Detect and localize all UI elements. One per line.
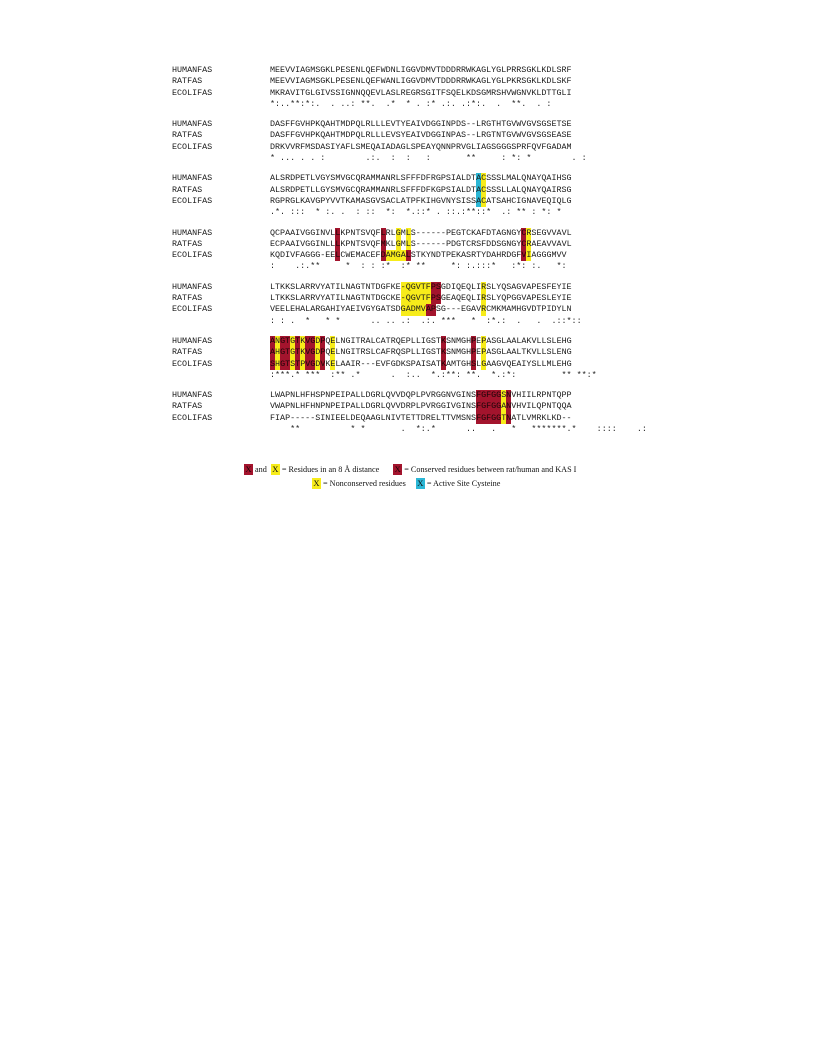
residue-highlight: D [315,335,321,346]
sequence-name: RATFAS [172,130,203,141]
residue-run: VHIILRPNTQPP [511,390,572,401]
residue-highlight: R [481,304,487,315]
sequence-name: RATFAS [172,347,203,358]
legend-8a-text: = Residues in an 8 Å distance [281,464,380,474]
residue-run: LAAIR---EVFGDKSPAISAT [335,358,441,369]
alignment-block [172,119,642,164]
consensus-row [172,261,642,272]
residue-highlight: H [275,358,281,369]
alignment-row [172,88,642,99]
residue-highlight: R [526,227,532,238]
residue-highlight: S [270,358,276,369]
residue-highlight: P [471,347,477,358]
residue-highlight: R [481,293,487,304]
residue-highlight: FGFGG [476,401,502,412]
residue-run: KQDIVFAGGG-EE [270,250,336,261]
residue-highlight: C [481,173,487,184]
legend-line-1 [244,462,664,476]
residue-run: SNMGH [445,347,472,358]
residue-highlight: P [481,347,487,358]
residue-highlight: K [300,347,306,358]
sequence-name: HUMANFAS [172,119,213,130]
alignment-row [172,304,642,315]
residue-run: S------PEGTCKAFDTAGNGY [410,227,522,238]
residue-run: KL [385,238,396,249]
alignment-row [172,142,642,153]
legend-yellow-swatch: X [272,463,279,474]
residue-highlight: S [501,390,507,401]
residue-highlight: C [481,184,487,195]
residue-run: DRKVVRFMSDASIYAFLSMEQAIADAGLSPEAYQNNPRVGLIAGSGGGSPRFQVFGADAM [270,141,572,152]
residue-highlight: A [476,184,482,195]
residue-run: CMKMAMHGVDTPIDYLN [486,304,572,315]
residue-highlight: L [405,227,411,238]
residue-run: CWEMACEF [340,250,381,261]
residue-highlight: P [471,335,477,346]
alignment-row [172,185,642,196]
consensus-symbols: * ... . . : .:. : : : ** : *: * . : [270,153,587,164]
residue-highlight: C [481,195,487,206]
residue-highlight: E [330,347,336,358]
residue-highlight: G [290,347,296,358]
residue-run: QCPAAIVGGINVL [270,227,336,238]
alignment-row [172,228,642,239]
residue-run: SLYQSAGVAPESFEYIE [486,281,572,292]
residue-run: MEEVVIAGMSGKLPESENLQEFWANLIGGVDMVTDDDRRWKAGLYGLPKRSGKLKDLSKF [270,76,572,87]
residue-highlight: N [506,412,512,423]
residue-highlight: A [270,347,276,358]
residue-run: LNGITRSLCAFRQSPLLIGST [335,347,441,358]
residue-highlight: K [440,358,446,369]
sequence-residues [270,304,572,315]
residue-run: K [325,358,331,369]
alignment-row [172,282,642,293]
sequence-residues [270,173,572,184]
residue-highlight: -QGVTF [400,293,431,304]
residue-run: ATSAHCIGNAVEQIQLG [486,195,572,206]
residue-highlight: L [335,227,341,238]
sequence-residues [270,390,572,401]
residue-highlight: S [471,358,477,369]
alignment-row [172,119,642,130]
sequence-residues [270,336,572,347]
alignment-row [172,130,642,141]
sequence-residues [270,401,572,412]
residue-highlight: V [320,358,326,369]
legend [244,462,664,490]
residue-highlight: GT [280,335,291,346]
consensus-symbols: *:..**:*:. . ..: **. .* * . :* .:. .:*:. . **. . : [270,98,552,109]
sequence-name: ECOLIFAS [172,358,213,369]
alignment-row [172,401,642,412]
sequence-residues [270,65,572,76]
residue-run: SG---EGAV [435,304,482,315]
residue-run: KPNTSVQF [340,238,381,249]
residue-run: VHVILQPNTQQA [511,401,572,412]
sequence-name: HUMANFAS [172,335,213,346]
alignment-row [172,390,642,401]
residue-run: SSSLLALQNAYQAIRSG [486,184,572,195]
consensus-symbols: ** * * . *:.* .. . * *******.* :::: .: [270,424,647,435]
residue-highlight: G [481,358,487,369]
sequence-residues [270,119,572,130]
consensus-row [172,99,642,110]
sequence-name: RATFAS [172,184,203,195]
residue-run: VWAPNLHFHNPNPEIPALLDGRLQVVDRPLPVRGGIVGINS [270,401,477,412]
residue-run: ALSRDPETLLGYSMVGCQRAMMANRLSFFFDFKGPSIALDT [270,184,477,195]
sequence-residues [270,88,572,99]
residue-highlight: P [320,335,326,346]
residue-run: L [476,358,482,369]
consensus-row [172,207,642,218]
consensus-symbols: : : . * * * .. .. .: .:. *** * :*.: . . .::*:: [270,315,582,326]
residue-highlight: C [521,238,527,249]
residue-highlight: VG [305,335,316,346]
residue-run: LNGITRALCATRQEPLLIGST [335,335,441,346]
residue-highlight: A [270,335,276,346]
residue-highlight: P [320,347,326,358]
residue-highlight: D [315,358,321,369]
alignment-block [172,336,642,381]
alignment-row [172,250,642,261]
residue-highlight: S [290,358,296,369]
residue-run: GDIQEQLI [440,281,482,292]
sequence-residues [270,239,572,250]
sequence-name: HUMANFAS [172,281,213,292]
sequence-residues [270,413,572,424]
residue-highlight: D [380,250,386,261]
residue-highlight: L [380,227,386,238]
legend-nonconserved-swatch: X [313,477,320,488]
legend-red-swatch: X [245,463,252,474]
sequence-residues [270,130,572,141]
residue-highlight: AP [425,304,436,315]
sequence-name: HUMANFAS [172,227,213,238]
residue-highlight: R [526,238,532,249]
residue-run: SNMGH [445,335,472,346]
consensus-row [172,153,642,164]
sequence-residues [270,359,572,370]
sequence-name: RATFAS [172,238,203,249]
residue-highlight: G [395,238,401,249]
sequence-name: ECOLIFAS [172,141,213,152]
sequence-name: RATFAS [172,401,203,412]
sequence-residues [270,293,572,304]
sequence-name: ECOLIFAS [172,87,213,98]
residue-highlight: R [481,281,487,292]
residue-run: MKRAVITGLGIVSSIGNNQQEVLASLREGRSGITFSQELKDSGMRSHVWGNVKLDTTGLI [270,87,572,98]
residue-highlight: A [501,401,507,412]
residue-highlight: VG [305,358,316,369]
alignment-row [172,173,642,184]
residue-run: AEAVVAVL [531,238,572,249]
residue-run: E [476,347,482,358]
legend-nonconserved-text: = Nonconserved residues [323,478,406,488]
sequence-residues [270,228,572,239]
residue-highlight: PS [430,281,441,292]
residue-highlight: D [315,347,321,358]
residue-highlight: G [290,335,296,346]
residue-run: AMTGH [445,358,472,369]
sequence-name: HUMANFAS [172,65,213,75]
sequence-name: ECOLIFAS [172,195,213,206]
residue-highlight: AMGA [385,250,406,261]
residue-run: Q [325,335,331,346]
residue-run: SLYQPGGVAPESLEYIE [486,293,572,304]
residue-run: SEGVVAVL [531,227,572,238]
residue-highlight: T [295,358,301,369]
residue-highlight: L [405,250,411,261]
residue-run: AGGGMVV [531,250,567,261]
consensus-row [172,424,647,435]
alignment-row [172,293,642,304]
residue-highlight: G [395,227,401,238]
alignment-row [172,65,642,76]
sequence-name: HUMANFAS [172,390,213,401]
sequence-residues [270,282,572,293]
residue-highlight: V [521,250,527,261]
alignment-row [172,359,642,370]
residue-run: GEAQEQLI [440,293,482,304]
consensus-symbols: :***.* *** :** .* . :.. *.:**: **. *.:*: ** **:* [270,369,597,380]
residue-run: ASGLAALTKVLLSLENG [486,347,572,358]
residue-highlight: T [295,347,301,358]
alignment-row [172,413,642,424]
residue-highlight: A [476,195,482,206]
residue-run: DASFFGVHPKQAHTMDPQLRLLLEVSYEAIVDGGINPAS--LRGTNTGVWVGVSGSEASE [270,130,572,141]
residue-highlight: T [501,412,507,423]
residue-run: Q [325,347,331,358]
sequence-name: ECOLIFAS [172,250,213,261]
residue-highlight: GADMV [400,304,426,315]
residue-highlight: K [440,347,446,358]
legend-and: and [255,464,267,474]
residue-highlight: GT [280,347,291,358]
residue-run: STKYNDTPEKASRTYDAHRDGF [410,250,522,261]
residue-highlight: M [380,238,386,249]
alignment-row [172,196,642,207]
legend-conserved-swatch: X [394,463,401,474]
residue-highlight: E [330,335,336,346]
sequence-residues [270,142,572,153]
sequence-residues [270,76,572,87]
alignment-row [172,336,642,347]
alignment-row [172,76,642,87]
residue-run: ALSRDPETLVGYSMVGCQRAMMANRLSFFFDFRGPSIALDT [270,173,477,184]
sequence-residues [270,347,572,358]
sequence-residues [270,185,572,196]
residue-highlight: L [405,238,411,249]
residue-run: MEEVVIAGMSGKLPESENLQEFWDNLIGGVDMVTDDDRRWKAGLYGLPRRSGKLKDLSRF [270,65,572,75]
sequence-name: RATFAS [172,293,203,304]
alignment-block [172,282,642,327]
residue-highlight: N [506,401,512,412]
residue-run: LTKKSLARRVYATILNAGTNTDGCKE [270,293,401,304]
sequence-residues [270,196,572,207]
residue-run: ECPAAIVGGINLL [270,238,336,249]
residue-highlight: N [506,390,512,401]
residue-run: RGPRGLKAVGPYVVTKAMASGVSACLATPFKIHGVNYSISS [270,195,477,206]
residue-highlight: K [300,335,306,346]
legend-active-site-swatch: X [417,477,424,488]
residue-highlight: -QGVTF [400,281,431,292]
residue-run: KPNTSVQF [340,227,381,238]
residue-run: AAGVQEAIYSLLMLEHG [486,358,572,369]
residue-run: E [476,335,482,346]
residue-highlight: GT [280,358,291,369]
residue-highlight: N [275,335,281,346]
residue-highlight: P [300,358,306,369]
alignment-block [172,228,642,273]
consensus-symbols: .*. ::: * :. . : :: *: *.::* . ::.:**::* .: ** : *: * [270,207,562,218]
residue-run: ATLVMRKLKD-- [511,412,572,423]
residue-highlight: L [335,250,341,261]
alignment-block [172,390,647,435]
residue-highlight: T [295,335,301,346]
sequence-residues [270,250,567,261]
residue-highlight: P [481,335,487,346]
alignment-block [172,65,642,110]
sequence-name: ECOLIFAS [172,304,213,315]
consensus-row [172,316,642,327]
residue-run: M [400,238,406,249]
residue-highlight: H [275,347,281,358]
residue-run: S------PDGTCRSFDDSGNGY [410,238,522,249]
residue-highlight: FGFGG [476,390,502,401]
residue-run: DASFFGVHPKQAHTMDPQLRLLLEVTYEAIVDGGINPDS--LRGTHTGVWVGVSGSETSE [270,119,572,130]
sequence-name: ECOLIFAS [172,412,213,423]
residue-run: LTKKSLARRVYATILNAGTNTDGFKE [270,281,401,292]
sequence-alignment [172,65,647,444]
residue-highlight: L [335,238,341,249]
residue-run: M [400,227,406,238]
sequence-name: RATFAS [172,76,203,87]
residue-run: VEELEHALARGAHIYAEIVGYGATSD [270,304,401,315]
alignment-row [172,239,642,250]
residue-run: RL [385,227,396,238]
residue-run: ASGLAALAKVLLSLEHG [486,335,572,346]
sequence-name: HUMANFAS [172,173,213,184]
residue-highlight: C [521,227,527,238]
alignment-row [172,347,642,358]
residue-run: FIAP-----SINIEELDEQAAGLNIVTETTDRELTTVMSNS [270,412,477,423]
residue-highlight: VG [305,347,316,358]
residue-run: SSSLMALQNAYQAIHSG [486,173,572,184]
alignment-block [172,173,642,218]
legend-active-site-text: = Active Site Cysteine [426,478,501,488]
consensus-symbols: : .:.** * : : :* :* ** *: :.:::* :*: :. *: [270,261,567,272]
residue-run: LWAPNLHFHSPNPEIPALLDGRLQVVDQPLPVRGGNVGINS [270,390,477,401]
consensus-row [172,370,642,381]
legend-conserved-text: = Conserved residues between rat/human and KAS I [404,464,577,474]
residue-highlight: I [526,250,532,261]
residue-highlight: A [476,173,482,184]
residue-highlight: K [440,335,446,346]
legend-line-2 [244,476,664,490]
residue-highlight: PS [430,293,441,304]
residue-highlight: E [330,358,336,369]
residue-highlight: FGFGG [476,412,502,423]
